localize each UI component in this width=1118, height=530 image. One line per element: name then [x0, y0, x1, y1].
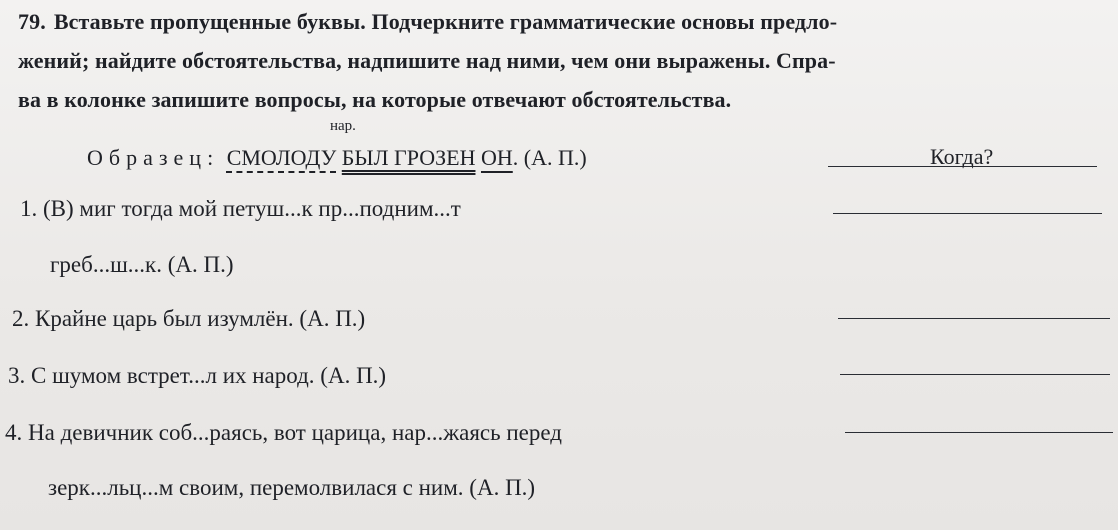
task-line-1	[18, 2, 1108, 41]
sample-label: Образец:	[87, 145, 220, 170]
exercise-item-3	[8, 361, 386, 391]
task-instructions	[18, 2, 1108, 119]
task-text-line-2: жений; найдите обстоятельства, надпишите над ними, чем они выражены. Спра-	[18, 48, 836, 73]
answer-line-4[interactable]	[845, 432, 1113, 433]
sample-circumstance: СМОЛОДУ	[226, 145, 337, 170]
exercise-item-4	[5, 418, 562, 448]
task-number: 79.	[18, 9, 46, 34]
item-number: 4.	[5, 420, 23, 445]
answer-line-2[interactable]	[838, 318, 1110, 319]
item-number: 2.	[12, 306, 30, 331]
exercise-item-1	[20, 194, 461, 224]
sample-answer: Когда?	[930, 144, 994, 169]
exercise-item-2	[12, 304, 365, 334]
item-number: 1.	[20, 196, 38, 221]
item-number: 3.	[8, 363, 26, 388]
answer-line-3[interactable]	[840, 374, 1110, 375]
item-text: С шумом встрет...л их народ. (А. П.)	[31, 363, 387, 388]
item-text: (В) миг тогда мой петуш...к пр...подним...т	[43, 196, 461, 221]
task-text-line-3: ва в колонке запишите вопросы, на которые отвечают обстоятельства.	[18, 87, 732, 112]
sample-annotation: нар.	[330, 118, 356, 134]
answer-line-1[interactable]	[833, 213, 1102, 214]
sample-subject: ОН	[480, 145, 513, 170]
sample-tail: . (А. П.)	[512, 145, 587, 170]
item-text: На девичник соб...раясь, вот царица, нар...жаясь перед	[28, 420, 562, 445]
item-continuation: греб...ш...к. (А. П.)	[50, 252, 234, 277]
item-text: Крайне царь был изумлён. (А. П.)	[35, 306, 366, 331]
sample-sentence	[87, 143, 587, 173]
sample-predicate: БЫЛ ГРОЗЕН	[341, 145, 476, 170]
item-continuation: зерк...льц...м своим, перемолвилася с ним. (А. П.)	[48, 475, 536, 500]
task-text-line-1: Вставьте пропущенные буквы. Подчеркните грамматические основы предло-	[53, 9, 838, 34]
